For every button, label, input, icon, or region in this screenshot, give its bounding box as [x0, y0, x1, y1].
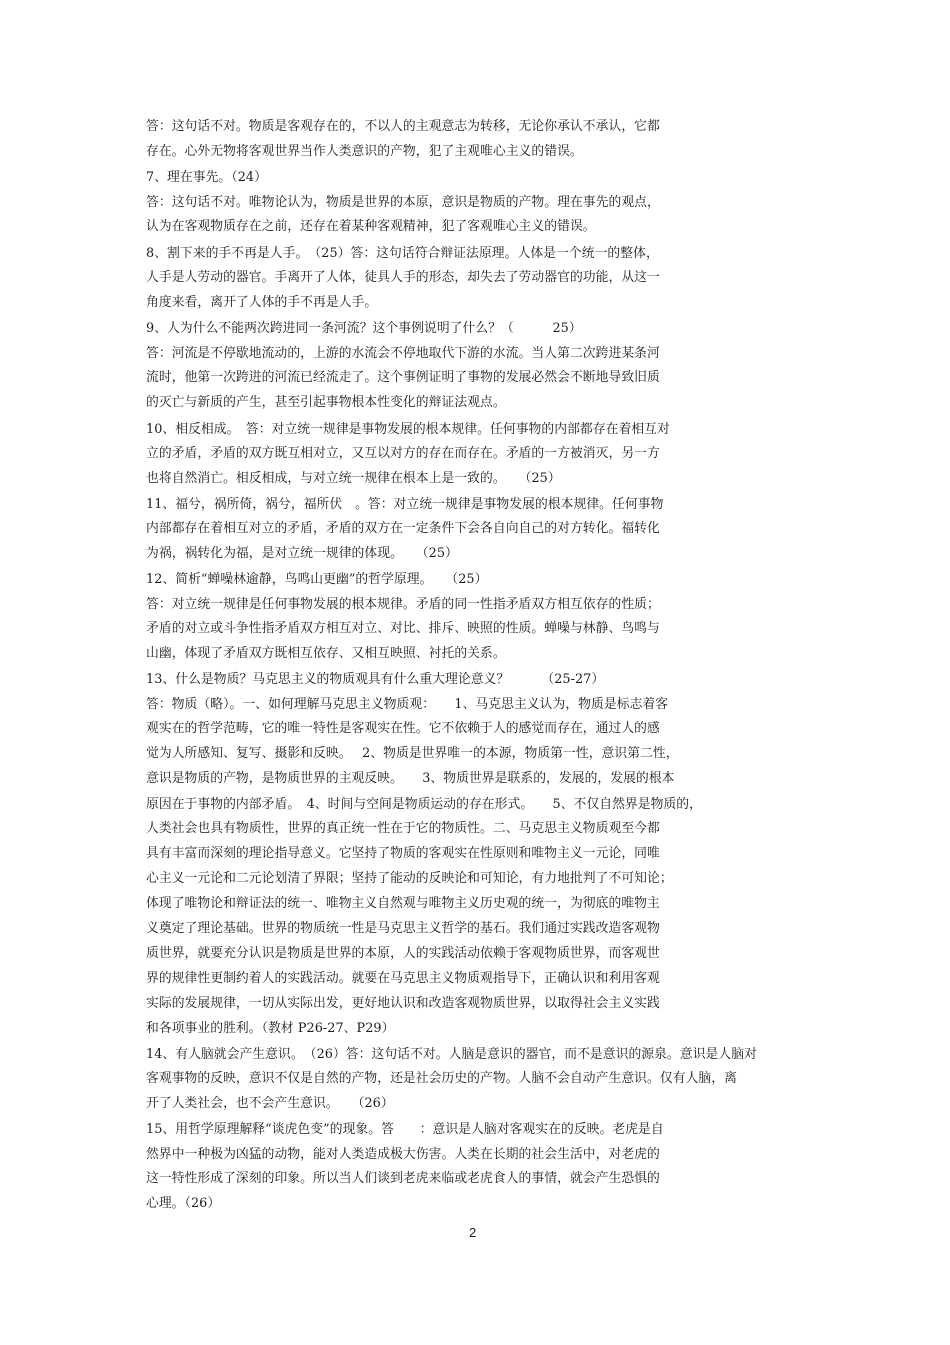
text-line: 内部都存在着相互对立的矛盾，矛盾的双方在一定条件下会各自向自己的对方转化。福转化	[146, 521, 660, 536]
text-line: 答：这句话不对。物质是客观存在的，不以人的主观意志为转移，无论你承认不承认，它都	[146, 119, 660, 134]
text-line: 开了人类社会，也不会产生意识。 （26）	[146, 1096, 394, 1111]
text-line: 体现了唯物论和辩证法的统一、唯物主义自然观与唯物主义历史观的统一，为彻底的唯物主	[146, 896, 660, 911]
text-line: 这一特性形成了深刻的印象。所以当人们谈到老虎来临或老虎食人的事情，就会产生恐惧的	[146, 1171, 660, 1186]
text-line: 11、福兮，祸所倚，祸兮，福所伏 。答：对立统一规律是事物发展的根本规律。任何事物	[146, 497, 664, 512]
text-line: 界的规律性更制约着人的实践活动。就要在马克思主义物质观指导下，正确认识和利用客观	[146, 971, 660, 986]
text-line: 山幽，体现了矛盾双方既相互依存、又相互映照、衬托的关系。	[146, 646, 506, 661]
text-line: 答：河流是不停歇地流动的，上游的水流会不停地取代下游的水流。当人第二次跨进某条河	[146, 346, 660, 361]
text-line: 客观事物的反映，意识不仅是自然的产物，还是社会历史的产物。人脑不会自动产生意识。仅有人脑，离	[146, 1071, 737, 1086]
text-line: 具有丰富而深刻的理论指导意义。它坚持了物质的客观实在性原则和唯物主义一元论，同唯	[146, 846, 660, 861]
text-line: 的灭亡与新质的产生，甚至引起事物根本性变化的辩证法观点。	[146, 395, 506, 410]
text-line: 15、用哲学原理解释“谈虎色变”的现象。答 ：意识是人脑对客观实在的反映。老虎是自	[146, 1122, 664, 1137]
text-line: 也将自然消亡。相反相成，与对立统一规律在根本上是一致的。 （25）	[146, 471, 561, 486]
text-line: 答：物质（略）。一、如何理解马克思主义物质观： 1、马克思主义认为，物质是标志着客	[146, 697, 669, 712]
text-line: 然界中一种极为凶猛的动物，能对人类造成极大伤害。人类在长期的社会生活中，对老虎的	[146, 1147, 660, 1162]
text-line: 7、理在事先。（24）	[146, 170, 267, 185]
text-line: 8、割下来的手不再是人手。 （25）答：这句话符合辩证法原理。人体是一个统一的整体，	[146, 246, 659, 261]
text-line: 角度来看，离开了人体的手不再是人手。	[146, 295, 378, 310]
text-line: 为祸，祸转化为福，是对立统一规律的体现。 （25）	[146, 546, 458, 561]
text-line: 意识是物质的产物，是物质世界的主观反映。 3、物质世界是联系的，发展的，发展的根本	[146, 771, 675, 786]
text-line: 流时，他第一次跨进的河流已经流走了。这个事例证明了事物的发展必然会不断地导致旧质	[146, 370, 660, 385]
text-line: 人类社会也具有物质性，世界的真正统一性在于它的物质性。二、马克思主义物质观至今都	[146, 821, 660, 836]
page-number: 2	[469, 1225, 477, 1240]
text-line: 9、人为什么不能两次跨进同一条河流？这个事例说明了什么？（ 25）	[146, 321, 582, 336]
text-line: 14、有人脑就会产生意识。 （26）答：这句话不对。人脑是意识的器官，而不是意识的源泉。意识是人脑对	[146, 1047, 757, 1062]
text-line: 心理。（26）	[146, 1196, 221, 1211]
text-line: 矛盾的对立或斗争性指矛盾双方相互对立、对比、排斥、映照的性质。蝉噪与林静、鸟鸣与	[146, 621, 660, 636]
text-line: 原因在于事物的内部矛盾。 4、时间与空间是物质运动的存在形式。 5、不仅自然界是物质的，	[146, 797, 702, 812]
text-line: 观实在的哲学范畴，它的唯一特性是客观实在性。它不依赖于人的感觉而存在，通过人的感	[146, 721, 660, 736]
text-line: 10、相反相成。 答：对立统一规律是事物发展的根本规律。任何事物的内部都存在着相互对	[146, 422, 670, 437]
text-line: 觉为人所感知、复写、摄影和反映。 2、物质是世界唯一的本源，物质第一性，意识第二性，	[146, 746, 679, 761]
text-line: 实际的发展规律，一切从实际出发，更好地认识和改造客观物质世界，以取得社会主义实践	[146, 996, 660, 1011]
text-line: 存在。心外无物将客观世界当作人类意识的产物，犯了主观唯心主义的错误。	[146, 144, 583, 159]
text-line: 人手是人劳动的器官。手离开了人体，徒具人手的形态，却失去了劳动器官的功能，从这一	[146, 270, 660, 285]
text-line: 立的矛盾，矛盾的双方既互相对立，又互以对方的存在而存在。矛盾的一方被消灭，另一方	[146, 446, 660, 461]
text-line: 答：这句话不对。唯物论认为，物质是世界的本原，意识是物质的产物。理在事先的观点，	[146, 195, 660, 210]
text-line: 和各项事业的胜利。（教材 P26-27、P29）	[146, 1021, 395, 1036]
text-line: 12、简析“蝉噪林逾静，鸟鸣山更幽”的哲学原理。 （25）	[146, 572, 488, 587]
text-line: 质世界，就要充分认识是物质是世界的本原，人的实践活动依赖于客观物质世界，而客观世	[146, 946, 660, 961]
text-line: 认为在客观物质存在之前，还存在着某种客观精神，犯了客观唯心主义的错误。	[146, 219, 596, 234]
text-line: 13、什么是物质？马克思主义的物质观具有什么重大理论意义？ （25-27）	[146, 672, 605, 687]
text-line: 答：对立统一规律是任何事物发展的根本规律。矛盾的同一性指矛盾双方相互依存的性质；	[146, 597, 660, 612]
text-line: 义奠定了理论基础。世界的物质统一性是马克思主义哲学的基石。我们通过实践改造客观物	[146, 921, 660, 936]
text-line: 心主义一元论和二元论划清了界限；坚持了能动的反映论和可知论，有力地批判了不可知论；	[146, 871, 673, 886]
